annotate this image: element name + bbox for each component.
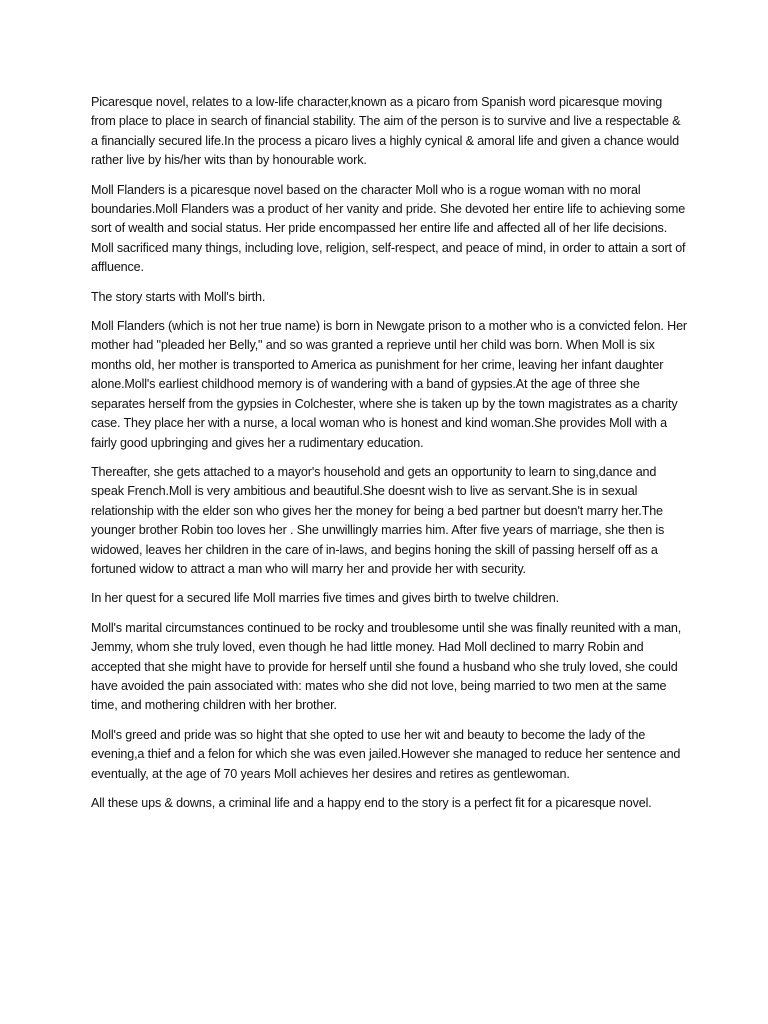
- paragraph-story-start: The story starts with Moll's birth.: [91, 289, 266, 304]
- paragraph-moll-flanders: Moll Flanders is a picaresque novel based on the character Moll who is a rogue woman with no moral boundaries.Moll Flanders was a product of her vanity and pride. She devoted her entire life to achieving some sort of wealth and social status. Her pride encompassed her entire life and affected all of her life decisions. Moll sacrificed many things, including love, religion, self-respect, and peace of mind, in order to attain a sort of affluence.: [91, 182, 686, 275]
- document-body: [91, 93, 687, 823]
- paragraph-marriages: In her quest for a secured life Moll marries five times and gives birth to twelve children.: [91, 591, 559, 606]
- paragraph-marital-circumstances: Moll's marital circumstances continued to be rocky and troublesome until she was finally reunited with a man, Jemmy, whom she truly loved, even though he had little money. Had Moll declined to marry Robin and accepted that she might have to provide for herself until she found a husband who she truly loved, she could have avoided the pain associated with: mates who she did not love, being married to two men at the same time, and mothering children with her brother.: [91, 620, 682, 713]
- paragraph-conclusion: All these ups & downs, a criminal life and a happy end to the story is a perfect fit for a picaresque novel.: [91, 796, 652, 810]
- paragraph-greed-and-pride: Moll's greed and pride was so hight that she opted to use her wit and beauty to become the lady of the evening,a thief and a felon for which she was even jailed.However she managed to reduce her sentence and eventually, at the age of 70 years Moll achieves her desires and retires as gentlewoman.: [91, 727, 681, 781]
- paragraph-birth: Moll Flanders (which is not her true name) is born in Newgate prison to a mother who is a convicted felon. Her mother had "pleaded her Belly," and so was granted a reprieve until her child was born. When Moll is six months old, her mother is transported to America as punishment for her crime, leaving her infant daughter alone.Moll's earliest childhood memory is of wandering with a band of gypsies.At the age of three she separates herself from the gypsies in Colchester, where she is taken up by the town magistrates as a charity case. They place her with a nurse, a local woman who is honest and kind woman.She provides Moll with a fairly good upbringing and gives her a rudimentary education.: [91, 319, 687, 450]
- paragraph-intro: Picaresque novel, relates to a low-life character,known as a picaro from Spanish word picaresque moving from place to place in search of financial stability. The aim of the person is to survive and live a respectable & a financially secured life.In the process a picaro lives a highly cynical & amoral life and given a chance would rather live by his/her wits than by honourable work.: [91, 95, 681, 168]
- paragraph-mayors-household: Thereafter, she gets attached to a mayor's household and gets an opportunity to learn to sing,dance and speak French.Moll is very ambitious and beautiful.She doesnt wish to live as servant.She is in sexual relationship with the elder son who gives her the money for being a bed partner but doesn't marry her.The younger brother Robin too loves her . She unwillingly marries him. After five years of marriage, she then is widowed, leaves her children in the care of in-laws, and begins honing the skill of passing herself off as a fortuned widow to attract a man who will marry her and provide her with security.: [91, 464, 665, 576]
